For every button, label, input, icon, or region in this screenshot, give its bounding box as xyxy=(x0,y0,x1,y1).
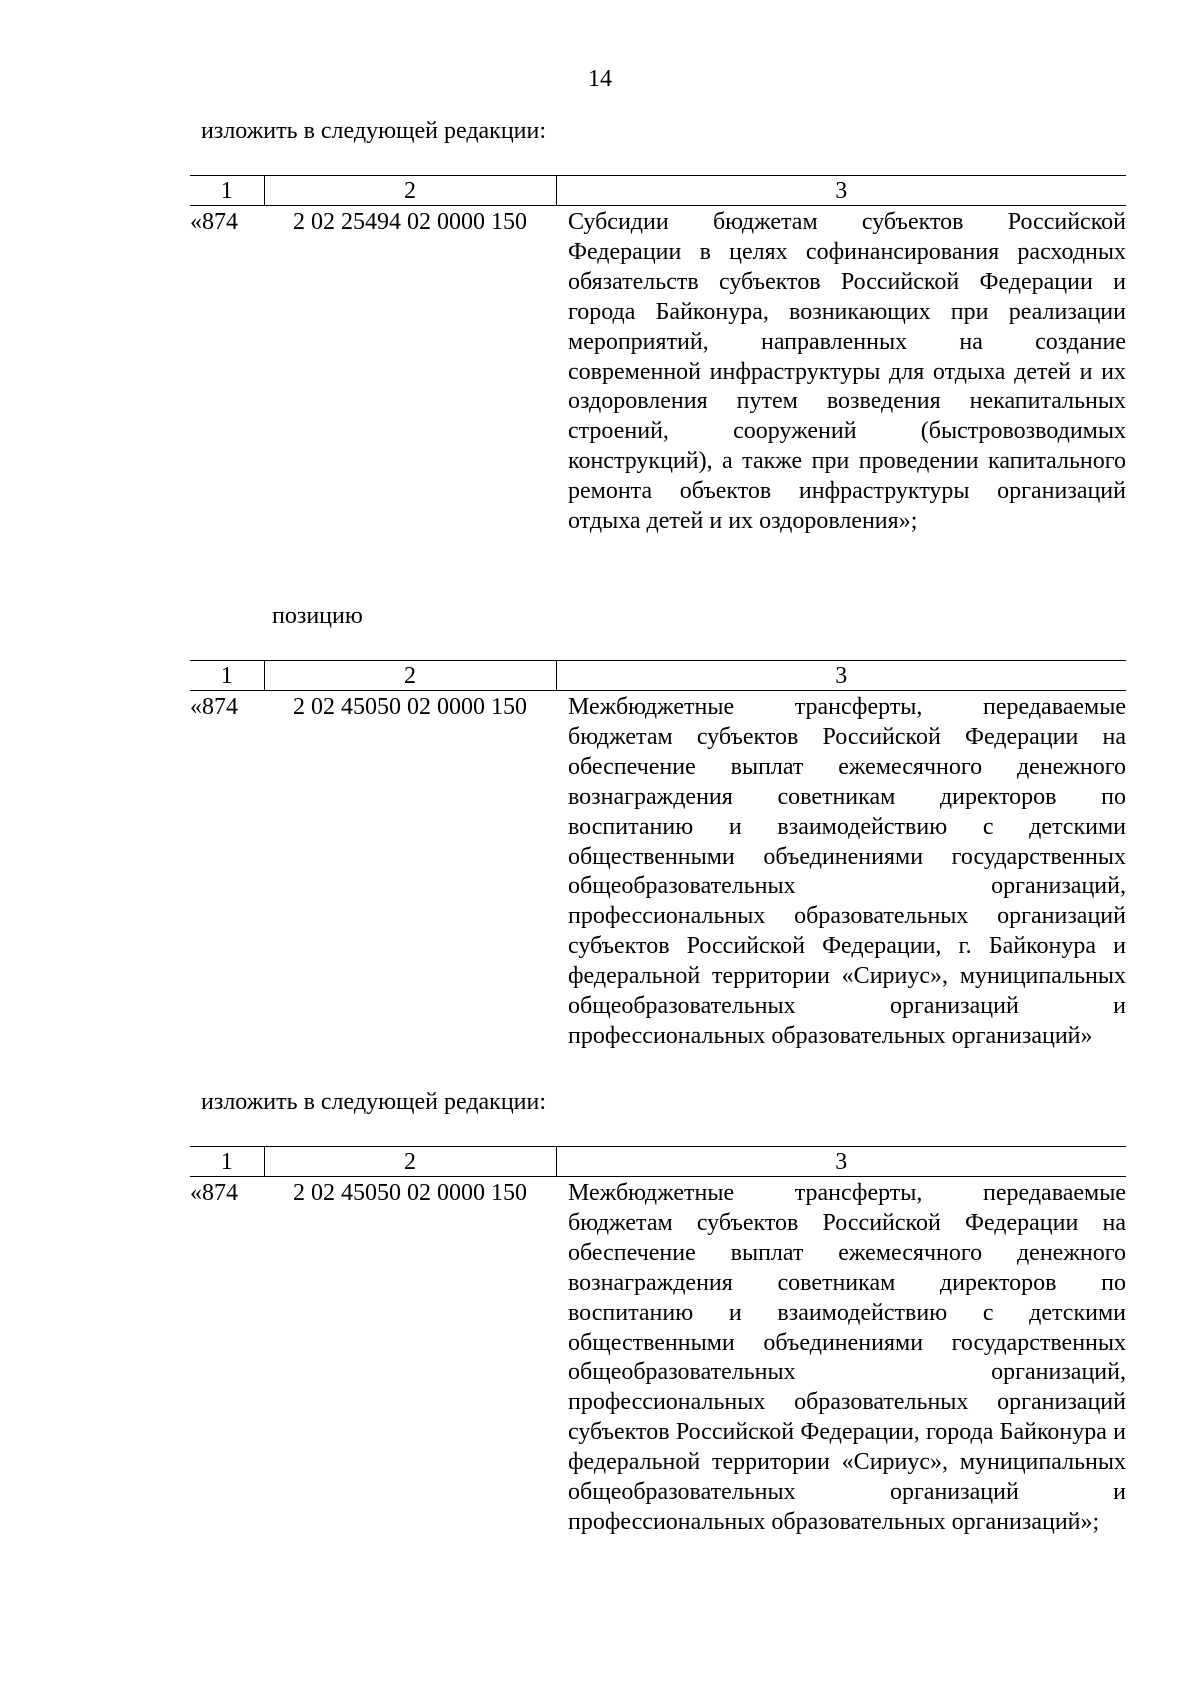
column-header: 3 xyxy=(556,661,1126,691)
admin-code: «874 xyxy=(190,1180,238,1206)
code-description: Межбюджетные трансферты, передаваемые бюджетам субъектов Российской Федерации на обеспечение выплат ежемесячного денежного вознаграждения советникам директоров по воспитанию и взаимодействию с детскими общественными объединениями государственных общеобразовательных организаций, профессиональных образовательных организаций субъектов Российской Федерации, г. Байконура и федеральной территории «Сириус», муниципальных общеобразовательных организаций и профессиональных образовательных организаций» xyxy=(568,694,1126,1049)
instruction-text: изложить в следующей редакции: xyxy=(201,118,547,144)
table-row xyxy=(190,1177,1126,1538)
column-header: 1 xyxy=(190,661,264,691)
column-header: 3 xyxy=(556,1147,1126,1177)
code-table xyxy=(190,660,1126,1052)
code-table xyxy=(190,1146,1126,1538)
page-number: 14 xyxy=(588,66,612,92)
table-header-row xyxy=(190,1147,1126,1177)
table-header-row xyxy=(190,176,1126,206)
code-description: Межбюджетные трансферты, передаваемые бюджетам субъектов Российской Федерации на обеспечение выплат ежемесячного денежного вознаграждения советникам директоров по воспитанию и взаимодействию с детскими общественными объединениями государственных общеобразовательных организаций, профессиональных образовательных организаций субъектов Российской Федерации, города Байконура и федеральной территории «Сириус», муниципальных общеобразовательных организаций и профессиональных образовательных организаций»; xyxy=(568,1180,1126,1535)
column-header: 2 xyxy=(264,661,556,691)
budget-code: 2 02 45050 02 0000 150 xyxy=(293,694,527,720)
admin-code: «874 xyxy=(190,209,238,235)
table-row xyxy=(190,206,1126,537)
column-header: 1 xyxy=(190,1147,264,1177)
instruction-text: позицию xyxy=(272,603,363,629)
code-description: Субсидии бюджетам субъектов Российской Федерации в целях софинансирования расходных обязательств субъектов Российской Федерации и города Байконура, возникающих при реализации мероприятий, направленных на создание современной инфраструктуры для отдыха детей и их оздоровления путем возведения некапитальных строений, сооружений (быстровозводимых конструкций), а также при проведении капитального ремонта объектов инфраструктуры организаций отдыха детей и их оздоровления»; xyxy=(568,209,1126,535)
admin-code: «874 xyxy=(190,694,238,720)
budget-code: 2 02 25494 02 0000 150 xyxy=(293,209,527,235)
column-header: 2 xyxy=(264,176,556,206)
column-header: 3 xyxy=(556,176,1126,206)
column-header: 2 xyxy=(264,1147,556,1177)
instruction-text: изложить в следующей редакции: xyxy=(201,1089,547,1115)
table-header-row xyxy=(190,661,1126,691)
budget-code: 2 02 45050 02 0000 150 xyxy=(293,1180,527,1206)
column-header: 1 xyxy=(190,176,264,206)
code-table xyxy=(190,175,1126,537)
table-row xyxy=(190,691,1126,1052)
